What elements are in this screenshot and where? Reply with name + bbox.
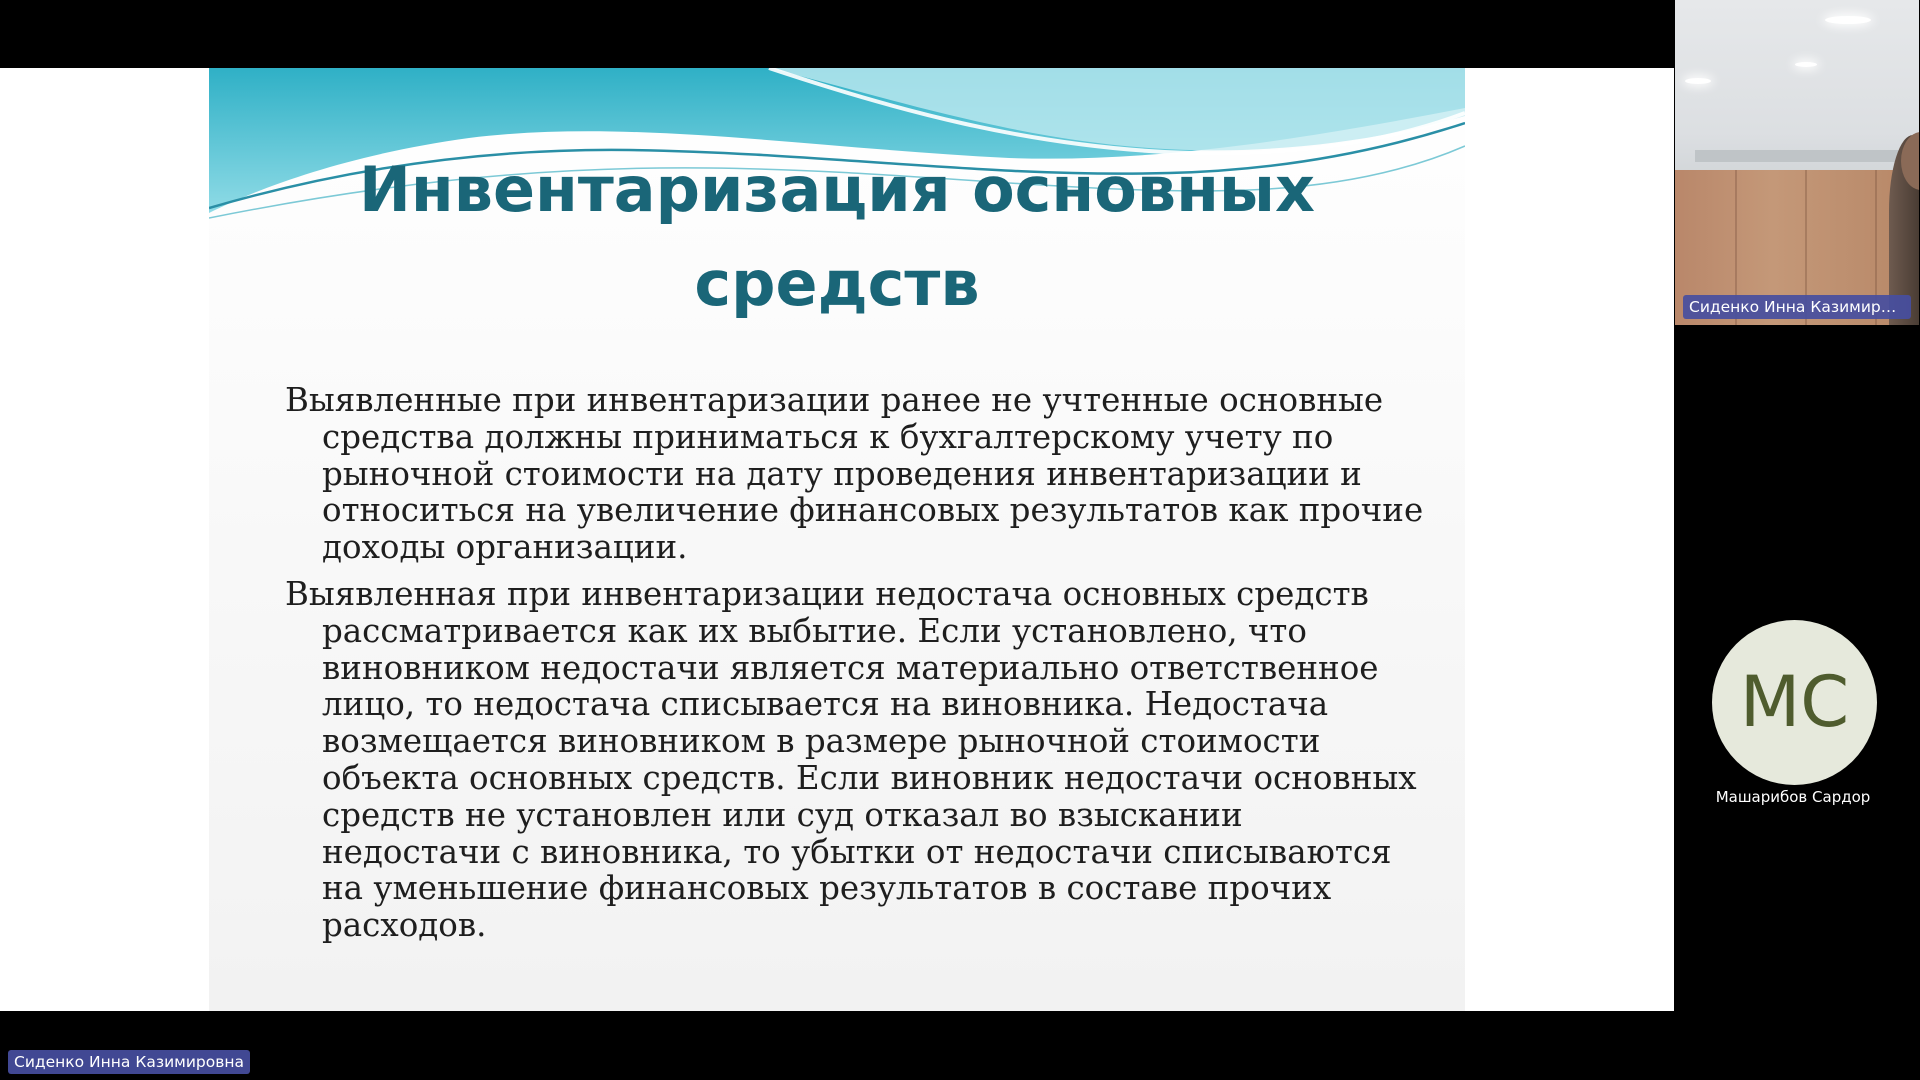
- slide-paragraph-2: Выявленная при инвентаризации недостача основных средств рассматривается как их выбытие. Если установлено, что виновником недостачи является материально ответственное лицо, то недостача списывается на виновника. Недостача возмещается виновником в размере рыночной стоимости объекта основных средств. Если виновник недостачи основных средств не установлен или суд отказал во взыскании недостачи с виновника, то убытки от недостачи списываются на уменьшение финансовых результатов в составе прочих расходов.: [285, 574, 1417, 945]
- shared-screen: [0, 68, 1674, 1011]
- slide-paragraph-1: Выявленные при инвентаризации ранее не учтенные основные средства должны приниматься к бухгалтерскому учету по рыночной стоимости на дату проведения инвентаризации и относиться на увеличение финансовых результатов как прочие доходы организации.: [285, 381, 1424, 567]
- presentation-slide: [209, 68, 1465, 1011]
- presenter-name-tag: Сиденко Инна Казимировна: [8, 1050, 250, 1074]
- participant-name-tag: Сиденко Инна Казимиро...: [1683, 295, 1911, 319]
- slide-title-line2: средств: [694, 247, 980, 320]
- slide-title: [209, 143, 1465, 331]
- slide-title-line1: Инвентаризация основных: [358, 153, 1315, 226]
- participant-avatar[interactable]: МС: [1712, 620, 1877, 785]
- video-board-edge: [1695, 150, 1919, 162]
- ceiling-light-3: [1795, 62, 1817, 67]
- participants-panel: [1674, 0, 1920, 1080]
- ceiling-light-1: [1825, 16, 1871, 24]
- participant-avatar-name: Машарибов Сардор: [1715, 788, 1871, 806]
- ceiling-light-2: [1685, 78, 1711, 84]
- participant-video-tile[interactable]: [1675, 0, 1919, 325]
- slide-body: [285, 382, 1425, 954]
